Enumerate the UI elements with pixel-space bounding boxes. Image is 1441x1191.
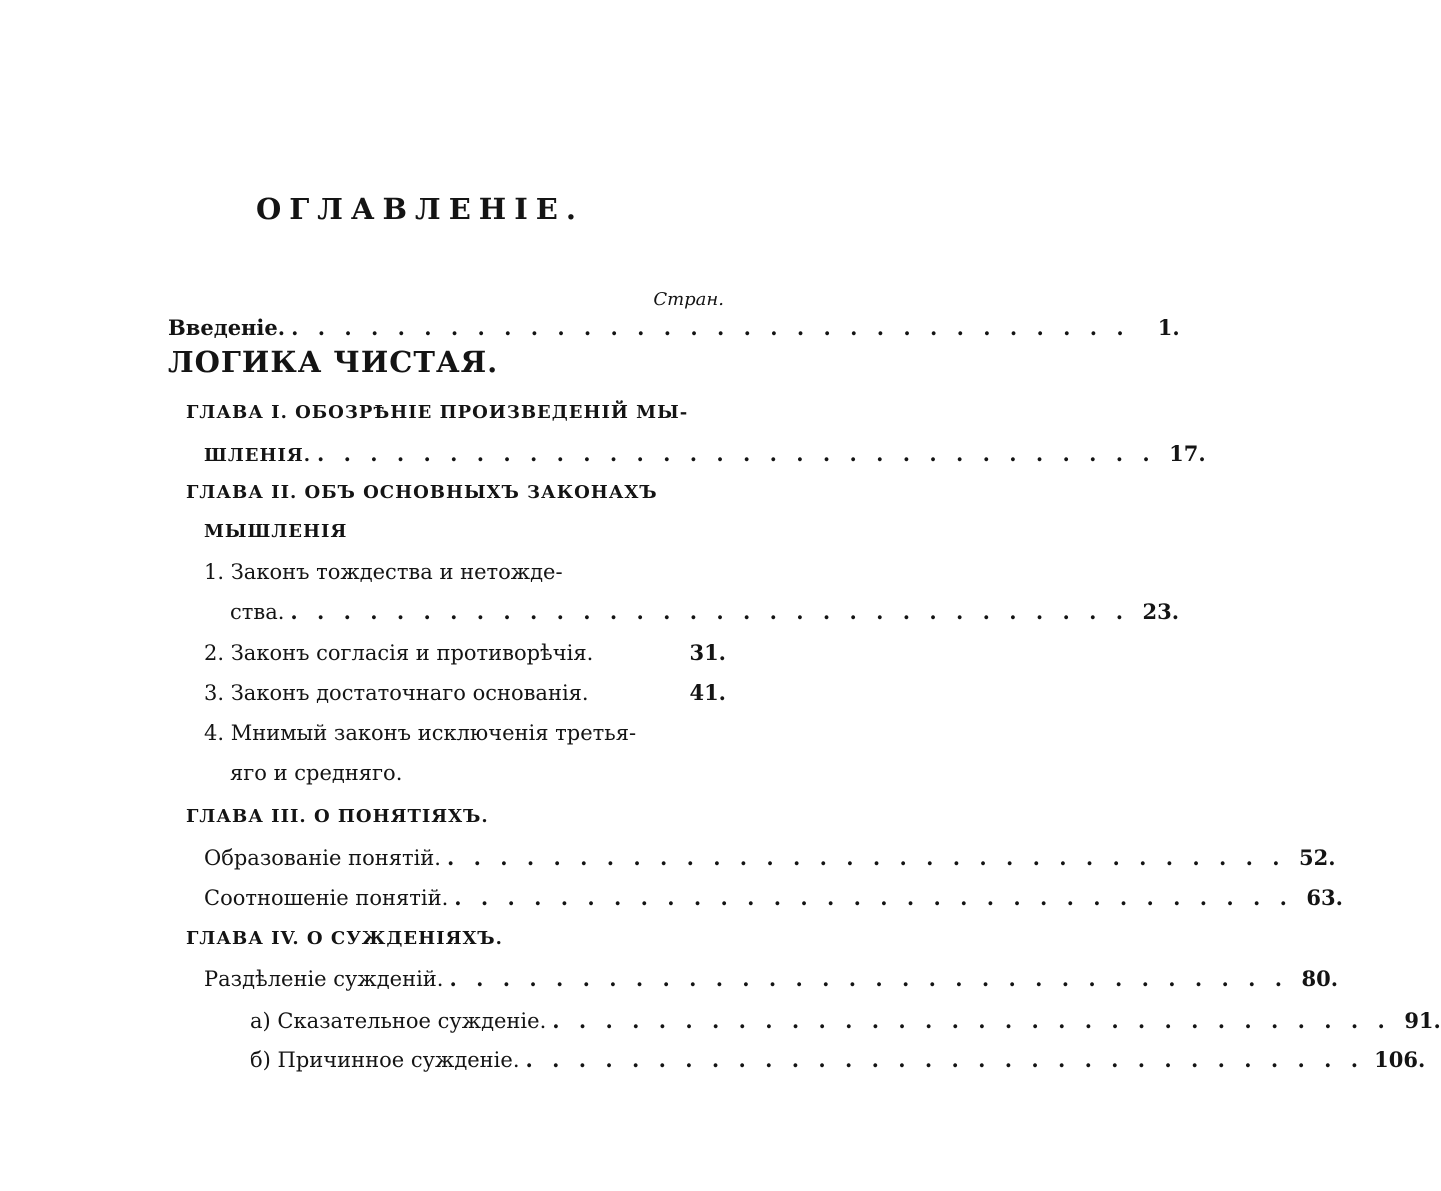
law-4-line1: 4. Мнимый законъ исключенія третья- [204,721,637,745]
chapter-1-line2: ШЛЕНІЯ. [204,445,312,466]
chapter-2-heading [186,482,660,503]
toc-entry-label: Введеніе. [168,315,286,340]
concepts-formation-label: Образованіе понятій. [204,846,441,870]
leader-dots: . . . . . . . . . . . . . . . . . . . . . . . . . . . . . . . . [454,885,1293,910]
law-3-page: 41. [689,680,726,705]
judgments-division-label: Раздѣленіе сужденій. [204,967,444,991]
part-title: ЛОГИКА ЧИСТАЯ. [168,345,499,379]
toc-entry-introduction [168,315,1180,340]
law-1-line2: ства. [230,600,285,624]
toc-entry-judgment-a [250,1008,1441,1033]
chapter-3-heading: ГЛАВА III. О ПОНЯТІЯХЪ. [186,806,489,827]
chapter-1-line1: ГЛАВА I. ОБОЗРѢНІЕ ПРОИЗВЕДЕНІЙ МЫ- [186,402,689,423]
leader-dots: . . . . . . . . . . . . . . . . . . . . . . . . . . . . . . . . [449,966,1289,991]
page-column-header: Стран. [653,289,724,310]
toc-entry-law-3 [204,680,726,705]
toc-entry-judgments-division [204,966,1339,991]
toc-entry-law-1 [230,599,1180,624]
leader-dots: . . . . . . . . . . . . . . . . . . . . . . . . . . . . . . . . [552,1008,1391,1033]
law-2-label: 2. Законъ согласія и противорѣчія. [204,641,594,665]
law-4-line2: яго и средняго. [230,761,403,785]
law-1-page: 23. [1142,599,1180,624]
chapter-1-heading [186,402,689,423]
chapter-2-line1: ГЛАВА II. ОБЪ ОСНОВНЫХЪ ЗАКОНАХЪ [186,482,658,503]
toc-entry-judgment-b [250,1047,1426,1072]
judgment-b-label: б) Причинное сужденіе. [250,1048,520,1072]
toc-entry-concepts-formation [204,845,1336,870]
concepts-relation-page: 63. [1306,885,1343,910]
leader-dots: . . . . . . . . . . . . . . . . . . . . . . . . . . . . . . . . [317,441,1156,466]
concepts-formation-page: 52. [1299,845,1336,870]
leader-dots: . . . . . . . . . . . . . . . . . . . . . . . . . . . . . . . . [446,845,1286,870]
law-1-heading [204,560,660,584]
leader-dots: . . . . . . . . . . . . . . . . . . . . . . . . . . . . . . . . [525,1047,1365,1072]
judgment-b-page: 106. [1374,1047,1426,1072]
law-2-page: 31. [689,640,726,665]
chapter-2-line2: МЫШЛЕНІЯ [204,521,348,542]
law-3-label: 3. Законъ достаточнаго основанія. [204,681,589,705]
concepts-relation-label: Соотношеніе понятій. [204,886,449,910]
leader-dots: . . . . . . . . . . . . . . . . . . . . . . . . . . . . . . . . [290,599,1130,624]
judgment-a-page: 91. [1404,1008,1441,1033]
judgment-a-label: а) Сказательное сужденіе. [250,1009,547,1033]
toc-entry-law-2 [204,640,726,665]
leader-dots: . . . . . . . . . . . . . . . . . . . . . . . . . . . . . . . . [291,315,1130,340]
chapter-4-heading: ГЛАВА IV. О СУЖДЕНІЯХЪ. [186,928,503,949]
toc-entry-concepts-relation [204,885,1343,910]
toc-entry-chapter-1 [204,441,1206,466]
law-1-line1: 1. Законъ тождества и нетожде- [204,560,563,584]
chapter-1-page: 17. [1169,441,1206,466]
toc-entry-page: 1. [1157,315,1180,340]
page-title: ОГЛАВЛЕНІЕ. [256,192,584,226]
judgments-division-page: 80. [1301,966,1339,991]
